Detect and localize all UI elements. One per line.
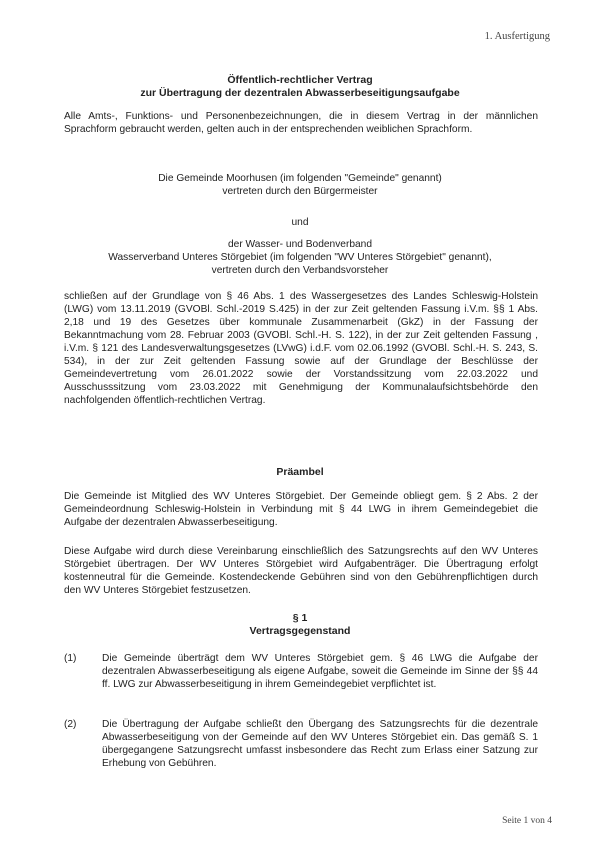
party2-line-1: der Wasser- und Bodenverband bbox=[227, 239, 373, 250]
party1-line-2: vertreten durch den Bürgermeister bbox=[222, 186, 378, 197]
preamble-paragraph-1: Die Gemeinde ist Mitglied des WV Unteres Störgebiet. Der Gemeinde obliegt gem. § 2 Abs. 2 der Gemeindeordnung Schleswig-Holstein in Verbindung mit § 44 LWG in ihrem Gemeindegebiet die Aufgabe der dezentralen Abwasserbeseitigung. bbox=[64, 491, 538, 528]
preamble-heading: Präambel bbox=[276, 466, 324, 478]
party-municipality bbox=[0, 172, 600, 198]
party1-line-1: Die Gemeinde Moorhusen (im folgenden "Gemeinde" genannt) bbox=[158, 173, 442, 184]
item-text: Die Übertragung der Aufgabe schließt den Übergang des Satzungsrechts für die dezentrale Abwasserbeseitigung von der Gemeinde auf den WV Unteres Störgebiet ein. Das gemäß S. 1 übergegangene Satzungsrecht umfasst insbesondere das Recht zum Erlass einer Satzung zur Erhebung von Gebühren. bbox=[102, 719, 538, 769]
party2-line-3: vertreten durch den Verbandsvorsteher bbox=[211, 265, 389, 276]
party-water-association bbox=[0, 238, 600, 277]
item-text: Die Gemeinde überträgt dem WV Unteres Störgebiet gem. § 46 LWG die Aufgabe der dezentralen Abwasserbeseitigung als eigene Aufgabe, soweit die Gemeinde im Sinne der §§ 44 ff. LWG zur Abwasserbeseitigung in ihrem Gemeindegebiet verpflichtet ist. bbox=[102, 653, 538, 690]
legal-basis-paragraph: schließen auf der Grundlage von § 46 Abs. 1 des Wassergesetzes des Landes Schleswig-Holstein (LWG) vom 13.11.2019 (GVOBl. Schl.-2019 S.425) in der zur Zeit geltenden Fassung i.V.m. §§ 1 Abs. 2,18 und 19 des Gesetzes über kommunale Zusammenarbeit (GkZ) in der Fassung der Bekanntmachung vom 28. Februar 2003 (GVOBl. Schl.-H. S. 122), in der zur Zeit geltenden Fassung , i.V.m. § 121 des Landesverwaltungsgesetzes (LVwG) i.d.F. vom 02.06.1992 (GVOBl. Schl.-H. S. 243, S. 534), in der zur Zeit geltenden Fassung sowie auf der Grundlage der Beschlüsse der Gemeindevertretung vom 26.01.2022 sowie der Vorstandssitzung vom 22.03.2022 und Ausschusssitzung vom 23.03.2022 mit Genehmigung der Kommunalaufsichtsbehörde den nachfolgenden öffentlich-rechtlichen Vertrag. bbox=[64, 291, 538, 406]
item-number: (1) bbox=[64, 653, 77, 664]
page-number: Seite 1 von 4 bbox=[502, 816, 552, 826]
and-connector: und bbox=[291, 217, 309, 228]
section-title: Vertragsgegenstand bbox=[249, 625, 351, 637]
title-line-2: zur Übertragung der dezentralen Abwasserbeseitigungsaufgabe bbox=[140, 87, 460, 99]
item-number: (2) bbox=[64, 719, 77, 730]
section-number: § 1 bbox=[292, 612, 308, 624]
document-title bbox=[0, 74, 600, 100]
copy-mark: 1. Ausfertigung bbox=[484, 31, 550, 42]
preamble-paragraph-2: Diese Aufgabe wird durch diese Vereinbarung einschließlich des Satzungsrechts auf den WV Unteres Störgebiet übertragen. Der WV Unteres Störgebiet wird Aufgabenträger. Die Übertragung erfolgt kostenneutral für die Gemeinde. Kostendeckende Gebühren sind von den Gebührenpflichtigen durch den WV Unteres Störgebiet festzusetzen. bbox=[64, 546, 538, 596]
title-line-1: Öffentlich-rechtlicher Vertrag bbox=[227, 74, 373, 86]
party2-line-2: Wasserverband Unteres Störgebiet (im folgenden "WV Unteres Störgebiet" genannt), bbox=[108, 252, 492, 263]
gender-note-paragraph: Alle Amts-, Funktions- und Personenbezeichnungen, die in diesem Vertrag in der männlichen Sprachform gebraucht werden, gelten auch in der entsprechenden weiblichen Sprachform. bbox=[64, 111, 538, 135]
